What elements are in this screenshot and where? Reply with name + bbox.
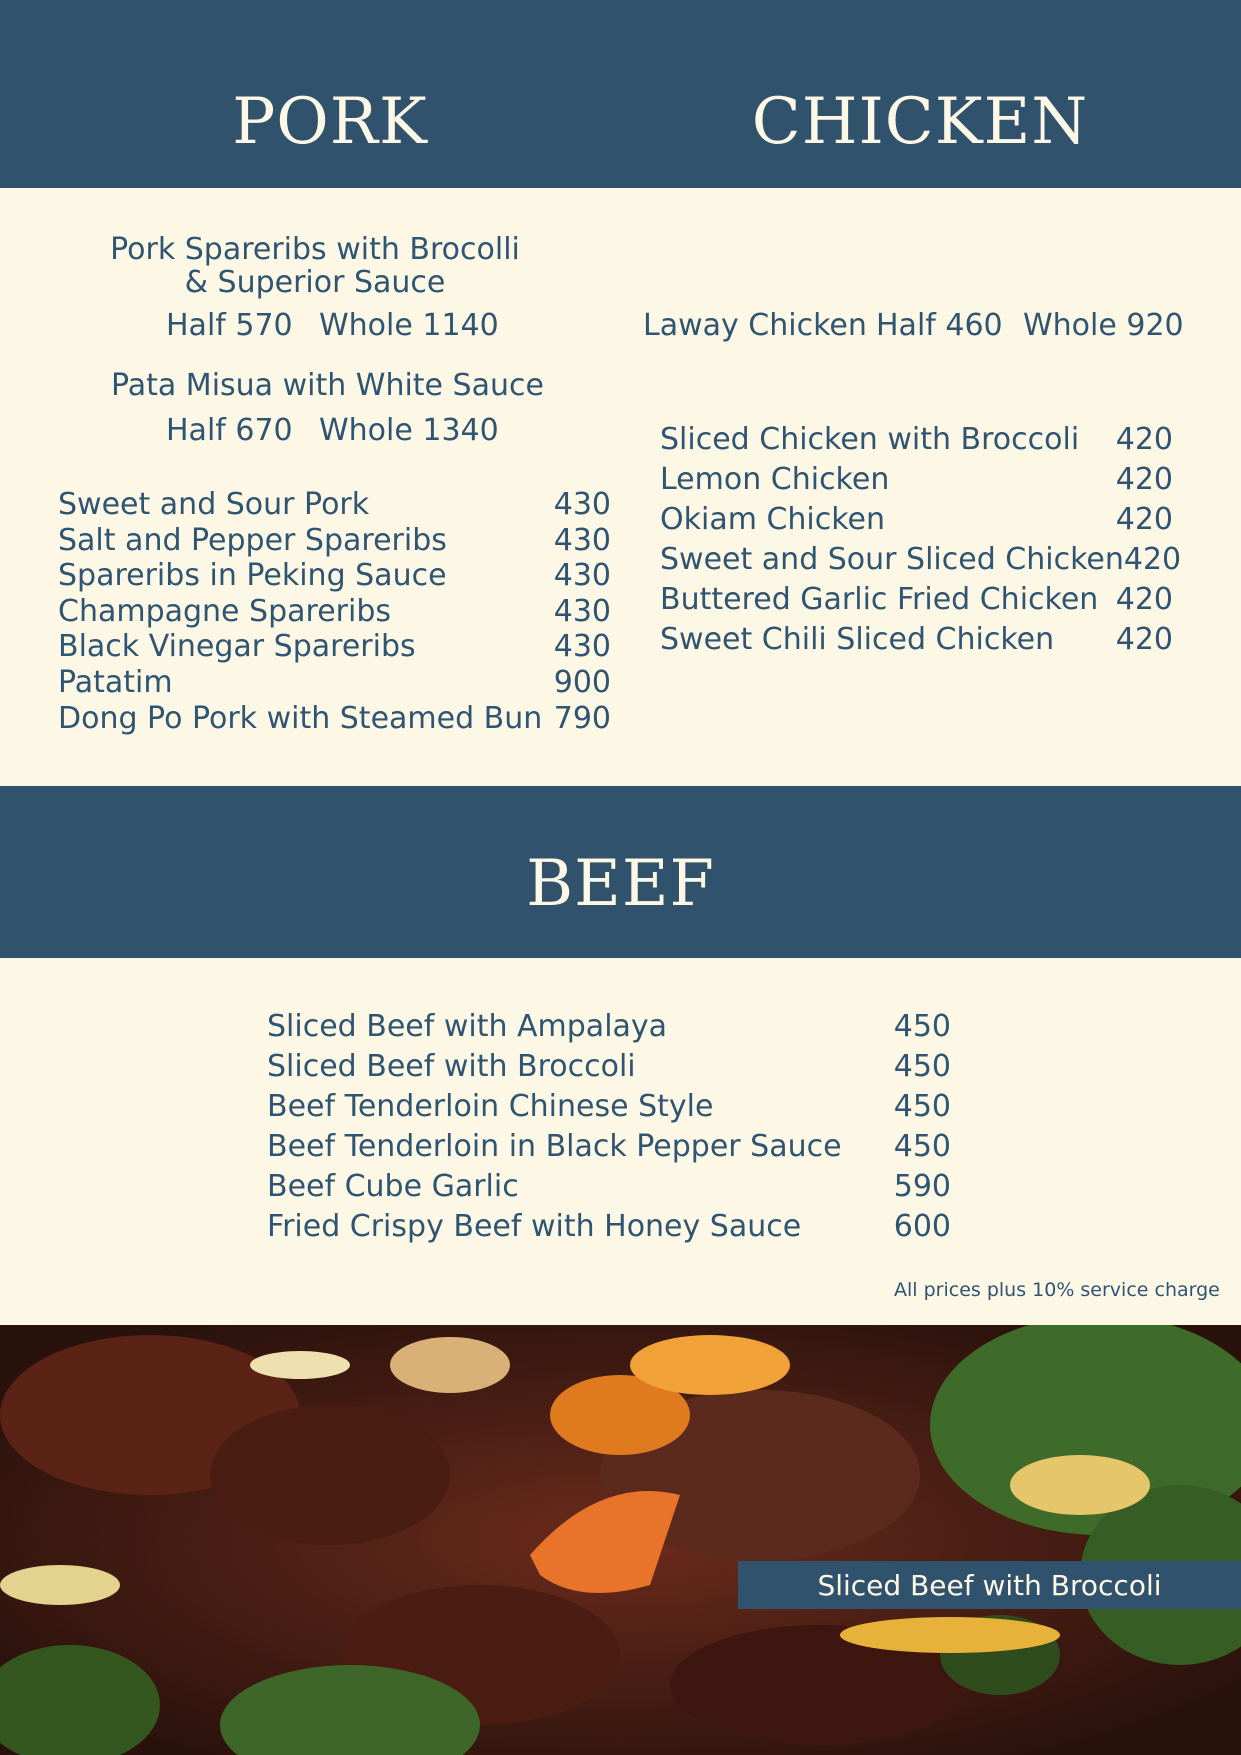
menu-item <box>267 1009 951 1052</box>
item-price: 430 <box>553 629 611 665</box>
pork-spareribs-broccoli-half: Half 570 <box>166 308 293 343</box>
menu-item <box>58 487 611 526</box>
menu-item <box>58 700 611 740</box>
pork-heading: PORK <box>232 85 428 159</box>
pork-spareribs-broccoli-line1: Pork Spareribs with Brocolli <box>110 232 520 267</box>
pork-menu-list <box>58 487 611 739</box>
food-photo <box>0 1325 1241 1755</box>
item-name: Patatim <box>58 664 173 700</box>
item-name: Black Vinegar Spareribs <box>58 629 416 665</box>
laway-chicken-name: Laway Chicken <box>643 308 867 343</box>
menu-item <box>58 558 611 597</box>
item-price: 430 <box>553 487 611 522</box>
item-name: Fried Crispy Beef with Honey Sauce <box>267 1209 802 1244</box>
menu-item <box>660 502 1173 545</box>
item-price: 420 <box>1115 422 1173 457</box>
item-name: Sliced Chicken with Broccoli <box>660 422 1080 457</box>
service-charge-note: All prices plus 10% service charge <box>894 1279 1220 1301</box>
menu-item <box>267 1049 951 1092</box>
item-price: 420 <box>1115 582 1173 617</box>
item-name: Sliced Beef with Broccoli <box>267 1049 636 1084</box>
item-name: Lemon Chicken <box>660 462 890 497</box>
item-price: 790 <box>553 700 611 736</box>
item-price: 430 <box>553 522 611 558</box>
beef-broccoli-illustration <box>0 1325 1241 1755</box>
item-price: 590 <box>893 1169 951 1204</box>
laway-chicken-half: Half 460 <box>876 308 1003 343</box>
item-name: Sweet and Sour Sliced Chicken <box>660 542 1124 577</box>
item-name: Beef Cube Garlic <box>267 1169 519 1204</box>
menu-item <box>660 582 1173 625</box>
menu-item <box>660 622 1173 665</box>
item-price: 450 <box>893 1049 951 1084</box>
pata-misua-whole: Whole 1340 <box>319 413 499 448</box>
item-price: 420 <box>1115 622 1173 657</box>
item-name: Okiam Chicken <box>660 502 886 537</box>
photo-caption: Sliced Beef with Broccoli <box>738 1561 1241 1609</box>
item-name: Buttered Garlic Fried Chicken <box>660 582 1099 617</box>
item-name: Beef Tenderloin Chinese Style <box>267 1089 714 1124</box>
menu-item <box>58 593 611 633</box>
menu-item <box>267 1089 951 1132</box>
beef-menu-list <box>267 1009 951 1252</box>
item-name: Sliced Beef with Ampalaya <box>267 1009 668 1044</box>
chicken-heading: CHICKEN <box>751 85 1089 159</box>
menu-item <box>660 462 1173 505</box>
pata-misua-name: Pata Misua with White Sauce <box>111 368 544 403</box>
pork-spareribs-broccoli-whole: Whole 1140 <box>319 308 499 343</box>
item-price: 900 <box>553 664 611 700</box>
menu-item <box>267 1129 951 1172</box>
item-price: 450 <box>893 1129 951 1164</box>
item-name: Beef Tenderloin in Black Pepper Sauce <box>267 1129 842 1164</box>
laway-chicken-whole: Whole 920 <box>1023 308 1184 343</box>
item-price: 450 <box>893 1089 951 1124</box>
pata-misua-half: Half 670 <box>166 413 293 448</box>
item-price: 600 <box>893 1209 951 1244</box>
menu-item <box>267 1169 951 1212</box>
menu-item <box>58 629 611 668</box>
item-name: Sweet and Sour Pork <box>58 487 370 522</box>
beef-heading: BEEF <box>526 847 715 921</box>
menu-item <box>660 422 1173 465</box>
item-price: 420 <box>1115 502 1173 537</box>
pork-spareribs-broccoli-line2: & Superior Sauce <box>184 265 446 300</box>
item-price: 430 <box>553 558 611 594</box>
item-price: 430 <box>553 593 611 629</box>
chicken-menu-list <box>660 422 1182 665</box>
item-price: 420 <box>1123 542 1182 577</box>
menu-item <box>58 522 611 562</box>
item-name: Champagne Spareribs <box>58 593 391 629</box>
item-name: Sweet Chili Sliced Chicken <box>660 622 1055 657</box>
menu-item <box>58 664 611 704</box>
menu-item <box>267 1209 951 1252</box>
menu-item <box>660 542 1182 585</box>
item-name: Salt and Pepper Spareribs <box>58 522 447 558</box>
item-name: Dong Po Pork with Steamed Bun <box>58 700 543 736</box>
item-price: 420 <box>1115 462 1173 497</box>
item-price: 450 <box>893 1009 951 1044</box>
item-name: Spareribs in Peking Sauce <box>58 558 447 594</box>
